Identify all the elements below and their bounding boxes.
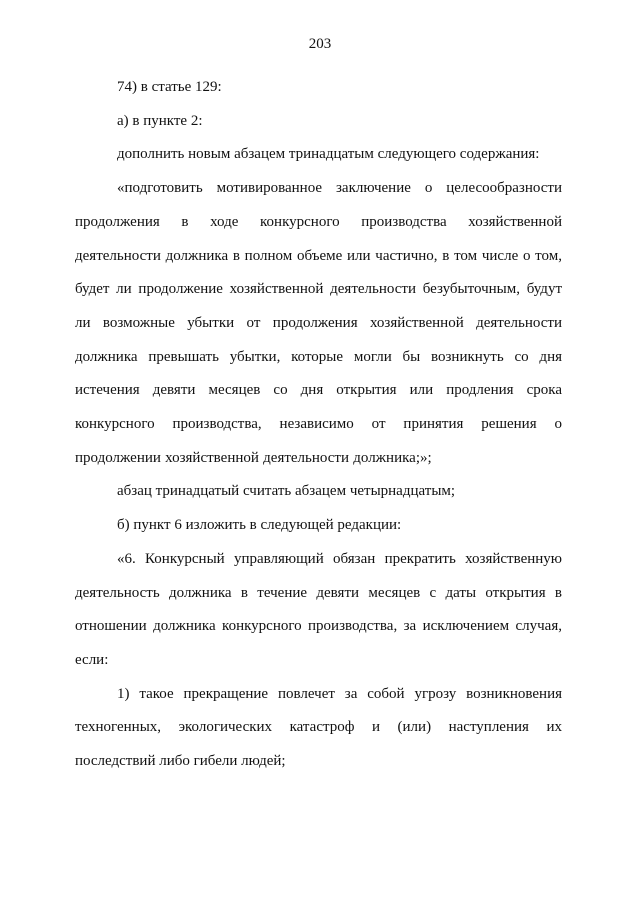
paragraph-quoted-amendment: «подготовить мотивированное заключение о целесообразности продолжения в ходе конкурсного производства хозяйственной деятельности должника в полном объеме или частично, в том числе о том, будет ли продолжение хозяйственной деятельности безубыточным, будут ли возможные убытки от продолжения хозяйственной деятельности должника превышать убытки, которые могли бы возникнуть со дня истечения девяти месяцев со дня открытия или продления срока конкурсного производства, независимо от принятия решения о продолжении хозяйственной деятельности должника;»;	[75, 180, 562, 466]
paragraph-exception-1: 1) такое прекращение повлечет за собой угрозу возникновения техногенных, экологических катастроф и (или) наступления их последствий либо гибели людей;	[75, 685, 562, 770]
page-number: 203	[308, 36, 332, 52]
paragraph-amendment-instruction: дополнить новым абзацем тринадцатым следующего содержания:	[117, 146, 540, 163]
paragraph-point-6-text: «6. Конкурсный управляющий обязан прекратить хозяйственную деятельность должника в течение девяти месяцев с даты открытия в отношении должника конкурсного производства, за исключением случая, если:	[75, 550, 562, 668]
paragraph-renumbering: абзац тринадцатый считать абзацем четырнадцатым;	[117, 483, 456, 500]
paragraph-article-reference: 74) в статье 129:	[117, 79, 222, 95]
document-body	[75, 71, 562, 779]
paragraph-point-reference: а) в пункте 2:	[117, 112, 203, 129]
paragraph-point-6-instruction: б) пункт 6 изложить в следующей редакции:	[117, 517, 402, 534]
